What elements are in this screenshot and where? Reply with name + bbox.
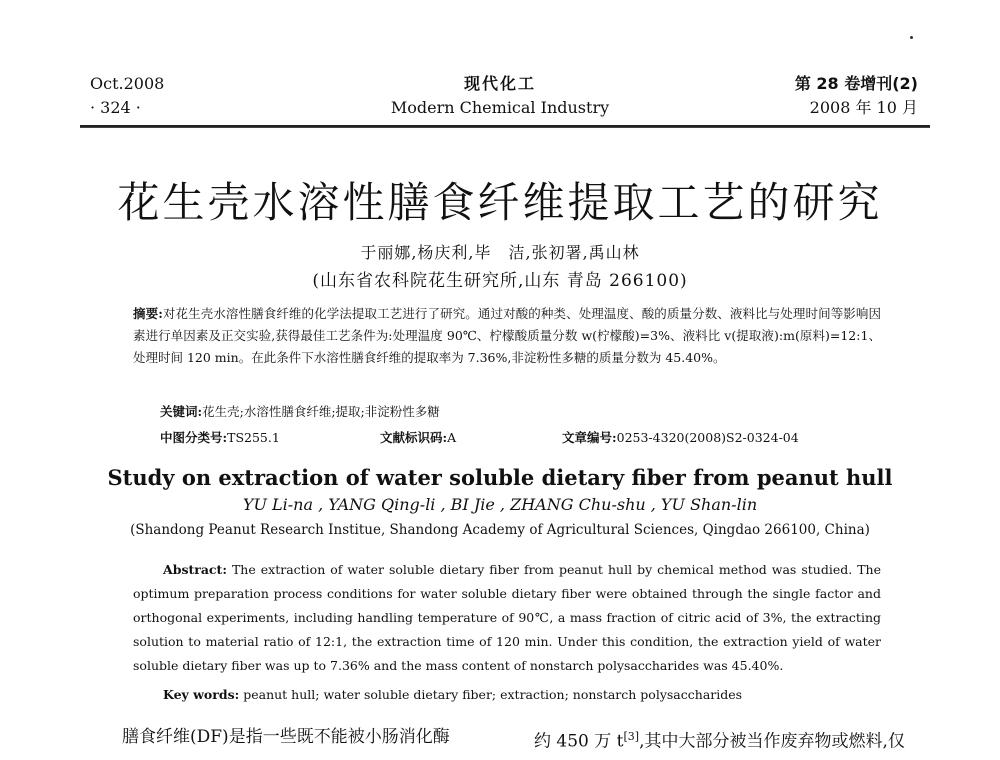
body-column-right — [534, 722, 934, 757]
affiliation-cn: (山东省农科院花生研究所,山东 青岛 266100) — [312, 271, 688, 291]
keywords-en-label: Key words: — [163, 687, 240, 702]
clc-label: 中图分类号: — [160, 430, 228, 445]
reference-marker[interactable]: [3] — [623, 730, 640, 743]
keywords-cn-text: 花生壳;水溶性膳食纤维;提取;非淀粉性多糖 — [202, 404, 440, 419]
authors-cn: 于丽娜,杨庆利,毕 洁,张初署,禹山林 — [360, 243, 640, 262]
journal-name-en: Modern Chemical Industry — [390, 98, 610, 117]
header-volume: 第 28 卷增刊(2) — [794, 74, 918, 93]
body-right-text-pre: 约 450 万 t — [534, 731, 624, 752]
keywords-en-text: peanut hull; water soluble dietary fiber; extraction; nonstarch polysaccharides — [243, 687, 743, 702]
abstract-en-label: Abstract: — [163, 562, 227, 577]
body-left-paragraph: 膳食纤维(DF)是指一些既不能被小肠消化酶 — [122, 727, 450, 747]
clc-value: TS255.1 — [227, 430, 280, 445]
doc-code-value: A — [447, 430, 457, 445]
keywords-cn — [160, 402, 440, 422]
header-left — [90, 72, 164, 120]
scan-dot — [910, 36, 913, 39]
clc-number — [160, 428, 280, 448]
abstract-cn-label: 摘要: — [133, 306, 163, 321]
body-column-left — [88, 722, 488, 752]
abstract-en-text: The extraction of water soluble dietary fiber from peanut hull by chemical method was studied. The optimum preparation process conditions for water soluble dietary fiber were obtained through the single factor and orthogonal experiments, including handling temperature of 90℃, a mass fraction of citric acid of 3%, the extracting solution to material ratio of 12:1, the extraction time of 120 min. Under this condition, the extraction yield of water soluble dietary fiber was up to 7.36% and the mass content of nonstarch polysaccharides was 45.40%. — [133, 562, 881, 673]
abstract-cn-text: 对花生壳水溶性膳食纤维的化学法提取工艺进行了研究。通过对酸的种类、处理温度、酸的质量分数、液料比与处理时间等影响因素进行单因素及正交实验,获得最佳工艺条件为:处理温度 90℃、柠檬酸质量分数 w(柠檬酸)=3%、液料比 v(提取液):m(原料)=12:1、处理时间 120 min。在此条件下水溶性膳食纤维的提取率为 7.36%,非淀粉性多糖的质量分数为 45.40%。 — [133, 306, 881, 365]
article-number-value: 0253-4320(2008)S2-0324-04 — [616, 430, 799, 445]
body-right-text-post: ,其中大部分被当作废弃物或燃料,仅 — [639, 731, 905, 752]
header-issue-date: 2008 年 10 月 — [809, 98, 918, 117]
paper-title-en: Study on extraction of water soluble dietary fiber from peanut hull — [107, 465, 893, 490]
paper-title-cn: 花生壳水溶性膳食纤维提取工艺的研究 — [117, 178, 883, 227]
header-page-number: · 324 · — [90, 98, 141, 117]
article-number-label: 文章编号: — [562, 430, 617, 445]
header-right — [795, 72, 918, 120]
header-date: Oct.2008 — [90, 74, 165, 93]
journal-name-cn: 现代化工 — [463, 74, 536, 93]
keywords-en — [163, 685, 742, 705]
affiliation-en: (Shandong Peanut Research Institue, Shandong Academy of Agricultural Sciences, Qingdao 266100, China) — [130, 522, 870, 538]
header-journal — [300, 72, 700, 120]
abstract-cn — [133, 303, 881, 369]
abstract-en — [133, 558, 881, 678]
authors-en: YU Li-na , YANG Qing-li , BI Jie , ZHANG Chu-shu , YU Shan-lin — [242, 495, 758, 514]
doc-code-label: 文献标识码: — [380, 430, 448, 445]
article-number — [562, 428, 799, 448]
keywords-cn-label: 关键词: — [160, 404, 203, 419]
header-rule — [80, 125, 930, 128]
document-code — [380, 428, 456, 448]
